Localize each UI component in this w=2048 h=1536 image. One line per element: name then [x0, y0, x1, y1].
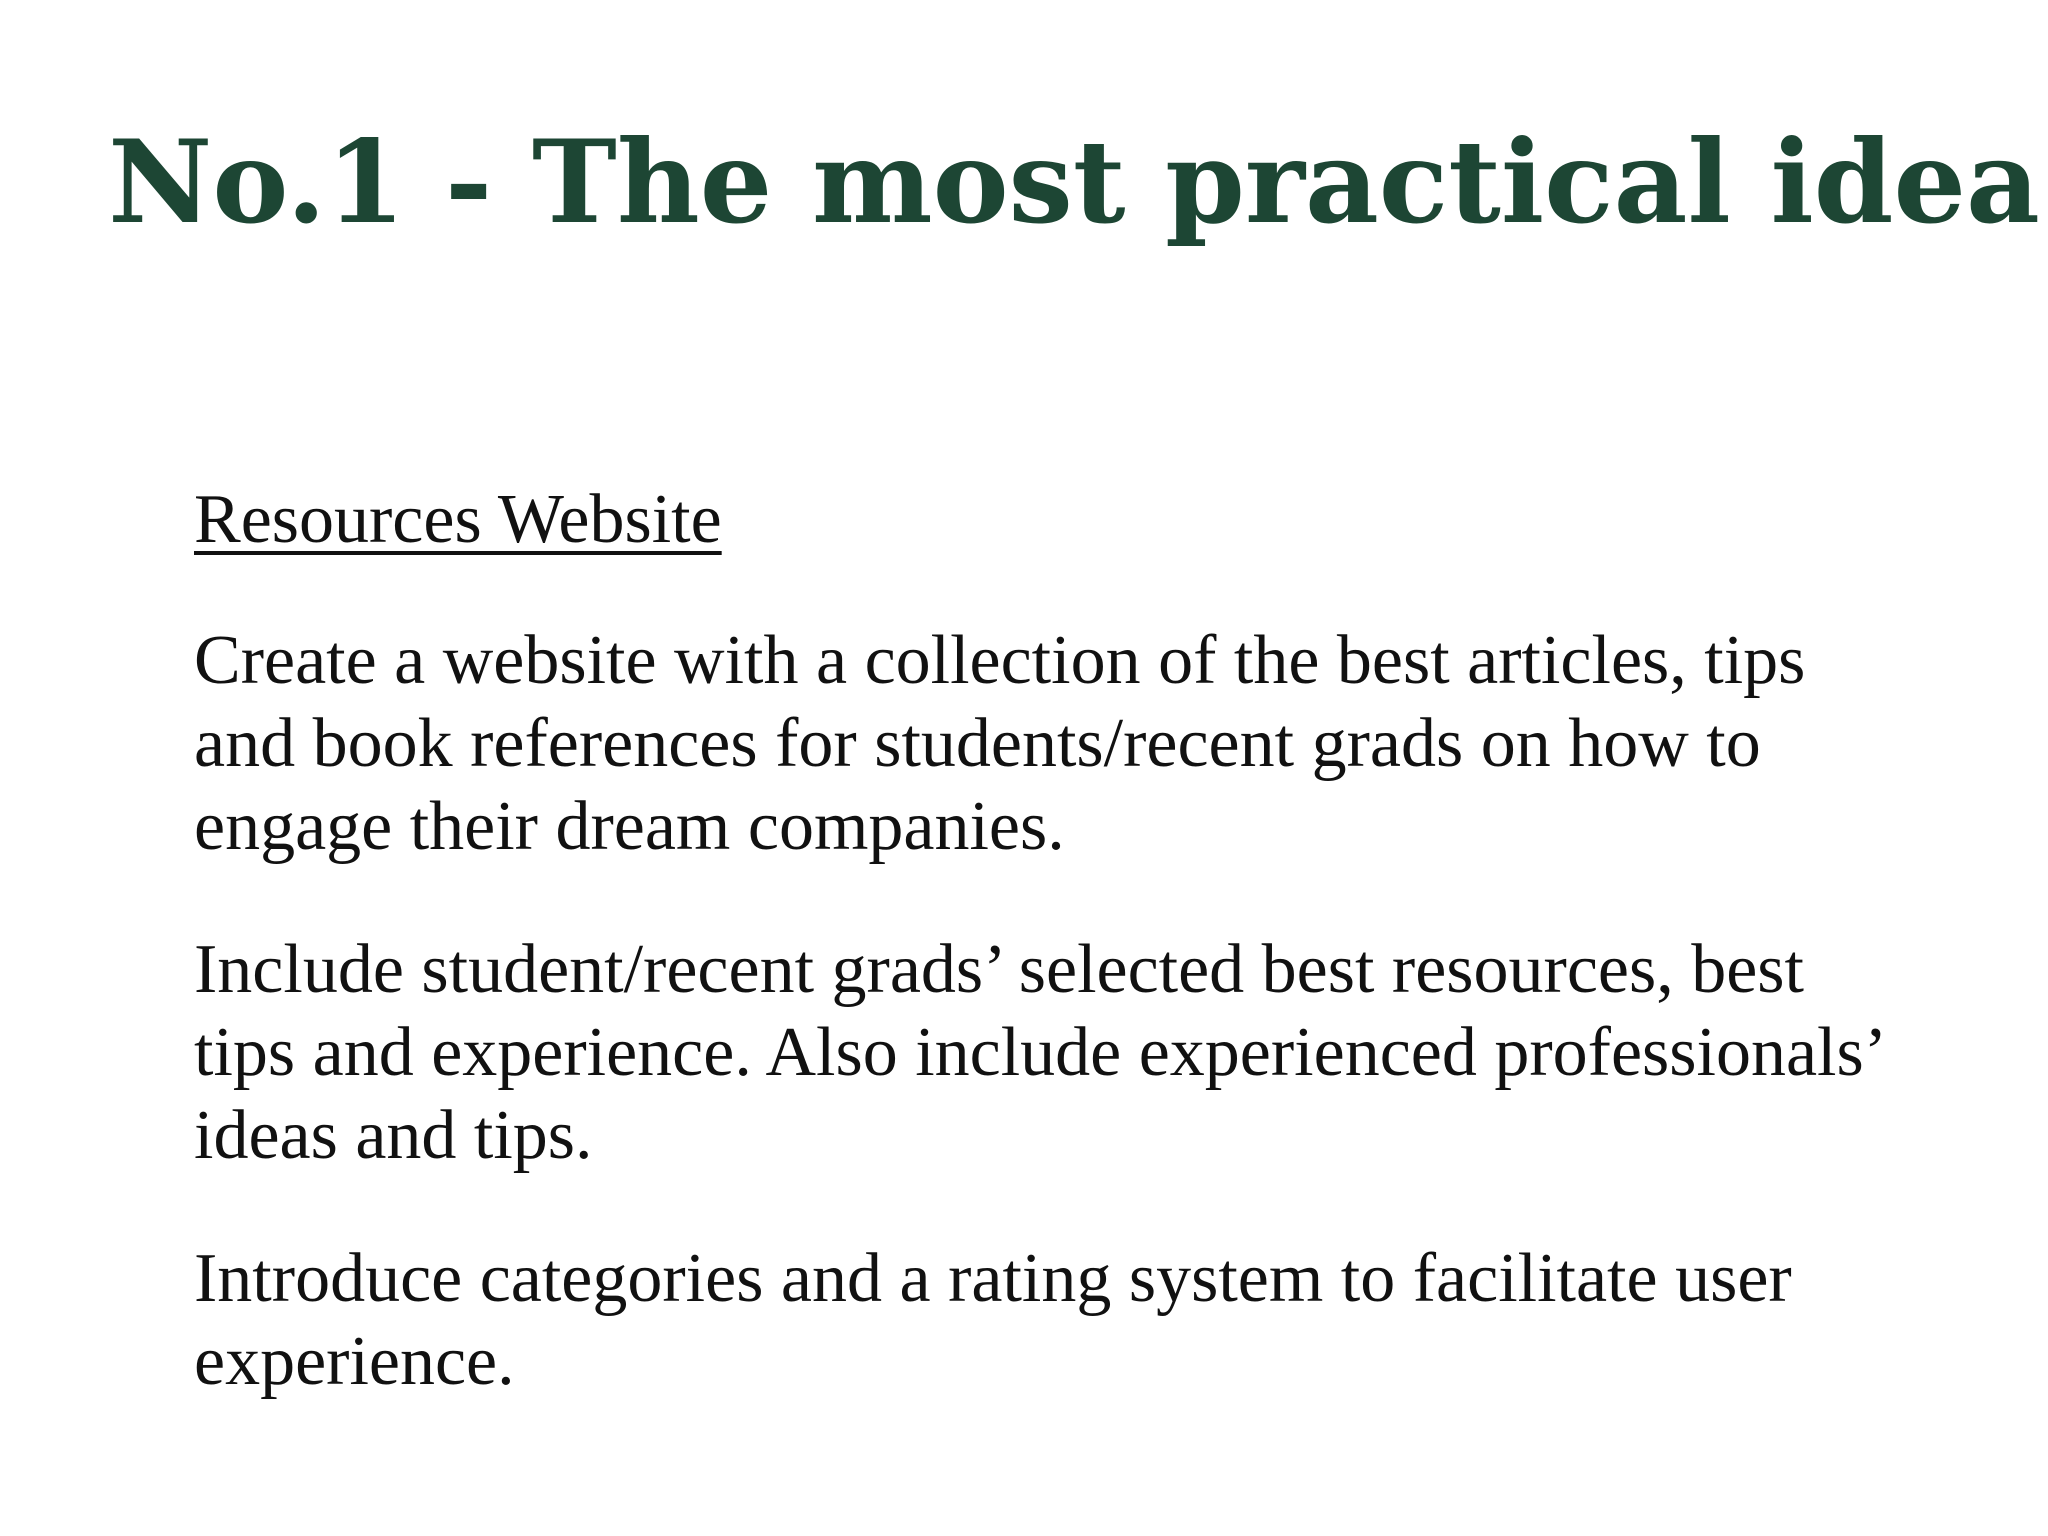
paragraph-categories-rating: Introduce categories and a rating system to facilitate user experience.: [194, 1240, 1792, 1400]
slide-body: [194, 478, 1914, 1463]
paragraph-content-sources: Include student/recent grads’ selected best resources, best tips and experience. Also include experienced professionals’ ideas and tips.: [194, 931, 1882, 1174]
section-heading: Resources Website: [194, 481, 722, 558]
slide-title: No.1 - The most practical idea: [108, 115, 2040, 249]
paragraph-website-description: Create a website with a collection of the best articles, tips and book references for students/recent grads on how to engage their dream companies.: [194, 622, 1806, 865]
